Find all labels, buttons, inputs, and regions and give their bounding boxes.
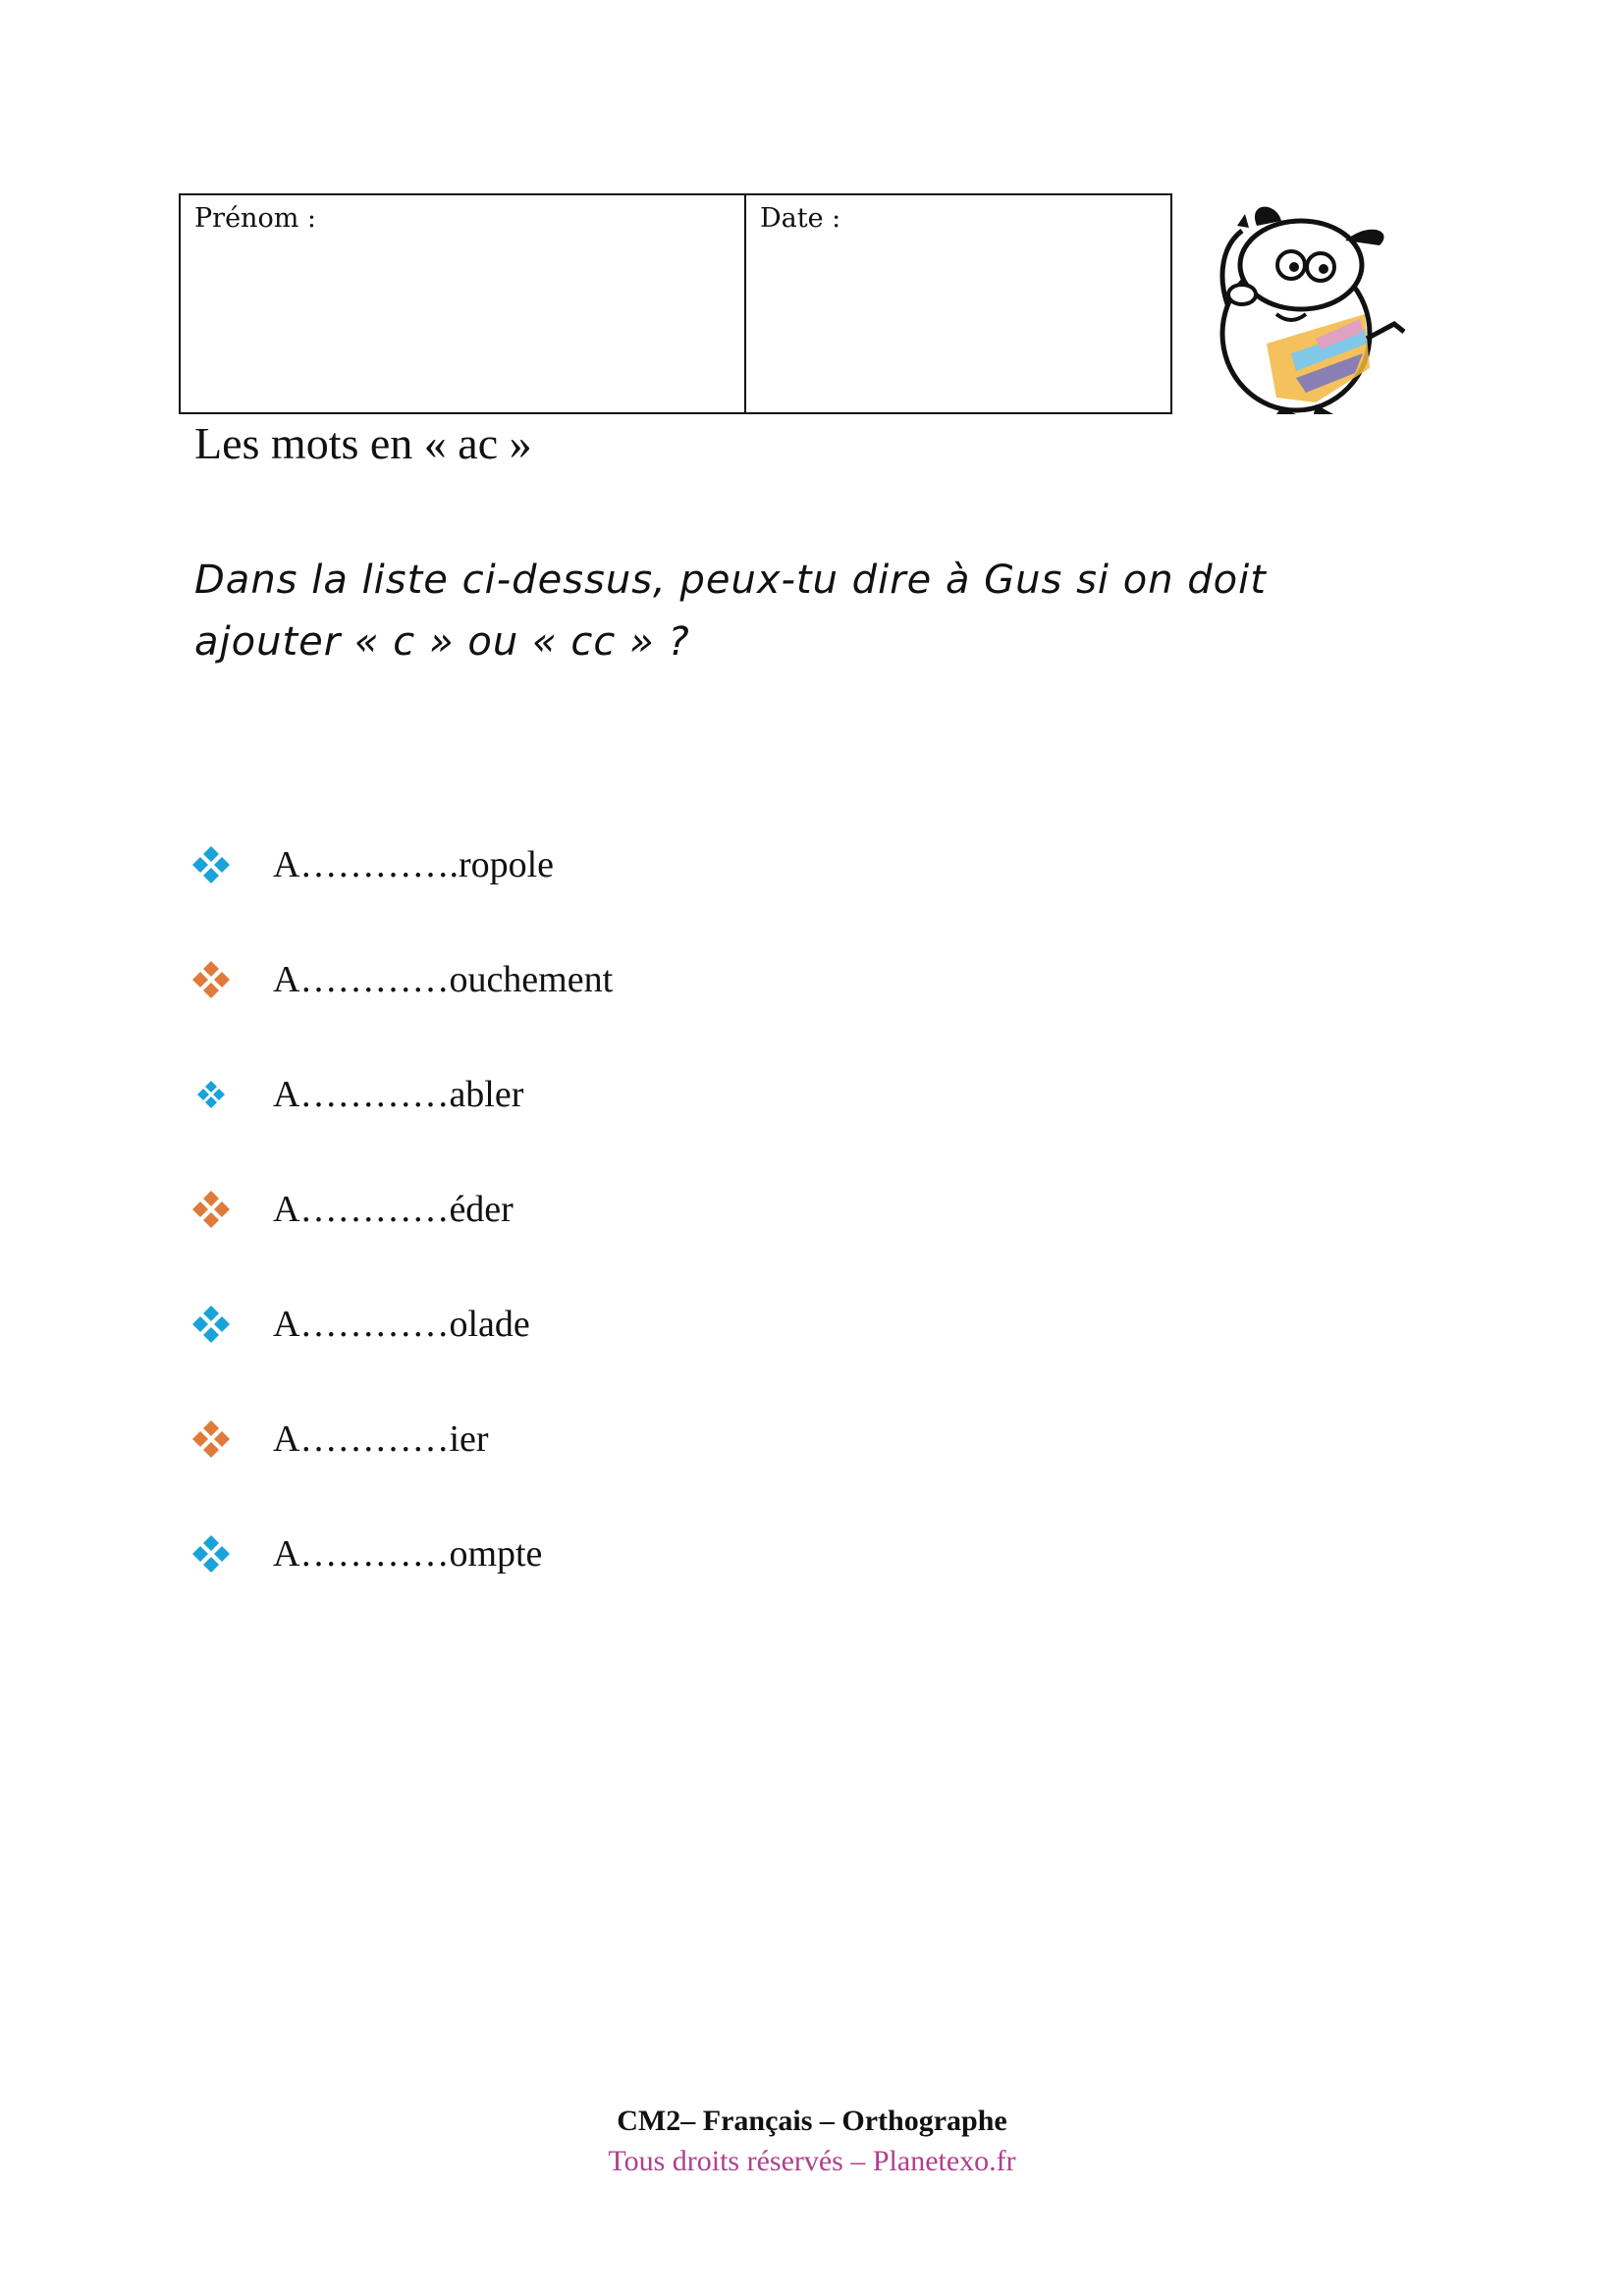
list-item (192, 1533, 613, 1648)
diamond-cluster-icon (192, 1076, 230, 1113)
list-item-text: A…………ouchement (273, 959, 614, 1000)
instruction-text: Dans la liste ci-dessus, peux-tu dire à Gus si on doit ajouter « c » ou « cc » ? (194, 558, 1267, 665)
list-item-text: A…………olade (273, 1304, 530, 1345)
list-item-text: A…………ier (273, 1418, 489, 1460)
name-label: Prénom : (194, 203, 316, 234)
diamond-cluster-icon (192, 846, 230, 883)
list-item-text: A………….ropole (273, 844, 555, 885)
diamond-cluster-icon (192, 1306, 230, 1343)
name-field[interactable] (181, 195, 746, 412)
student-info-table (179, 193, 1172, 414)
list-item-text: A…………ompte (273, 1533, 543, 1575)
diamond-cluster-icon (192, 1191, 230, 1228)
diamond-cluster-icon (192, 961, 230, 998)
page-title: Les mots en « ac » (194, 418, 532, 468)
list-item (192, 844, 613, 959)
diamond-cluster-icon (192, 1535, 230, 1573)
word-list (192, 844, 613, 1648)
list-item-text: A…………abler (273, 1074, 524, 1115)
date-label: Date : (760, 203, 841, 234)
date-field[interactable] (746, 195, 1170, 412)
footer-subject: CM2– Français – Orthographe (617, 2105, 1007, 2137)
list-item-text: A…………éder (273, 1189, 514, 1230)
list-item (192, 1304, 613, 1418)
list-item (192, 959, 613, 1074)
list-item (192, 1074, 613, 1189)
list-item (192, 1418, 613, 1533)
list-item (192, 1189, 613, 1304)
sheep-mascot-icon (1198, 196, 1424, 417)
diamond-cluster-icon (192, 1420, 230, 1458)
footer-copyright: Tous droits réservés – Planetexo.fr (608, 2145, 1016, 2177)
